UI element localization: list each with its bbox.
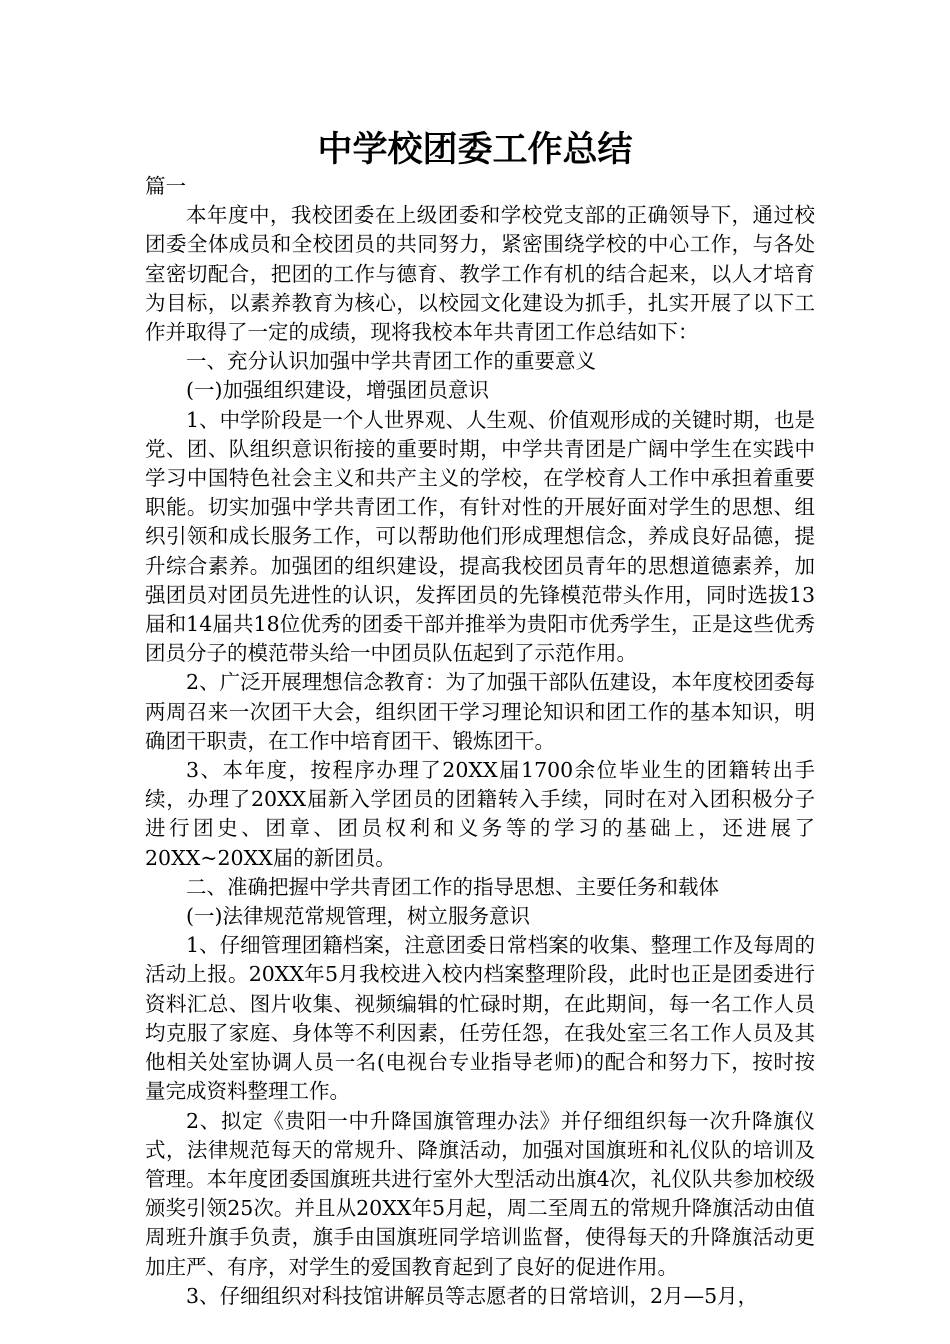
section-label: 篇一 — [145, 174, 186, 198]
subheading-organization: (一)加强组织建设，增强团员意识 — [186, 378, 489, 403]
paragraph-item-1: 1、中学阶段是一个人世界观、人生观、价值观形成的关键时期，也是党、团、队组织意识衔接的重要时期，中学共青团是广阔中学生在实践中学习中国特色社会主义和共产主义的学校，在学校育人工作中承担着重要职能。切实加强中学共青团工作，有针对性的开展好面对学生的思想、组织引领和成长服务工作，可以帮助他们形成理想信念，养成良好品德，提升综合素养。加强团的组织建设，提高我校团员青年的思想道德素养，加强团员对团员先进性的认识，发挥团员的先锋模范带头作用，同时选拔13届和14届共18位优秀的团委干部并推举为贵阳市优秀学生，正是这些优秀团员分子的模范带头给一中团员队伍起到了示范作用。 — [145, 407, 815, 666]
paragraph-flag: 2、拟定《贵阳一中升降国旗管理办法》并仔细组织每一次升降旗仪式，法律规范每天的常规升、降旗活动，加强对国旗班和礼仪队的培训及管理。本年度团委国旗班共进行室外大型活动出旗4次，礼仪队共参加校级颁奖引领25次。并且从20XX年5月起，周二至周五的常规升降旗活动由值周班升旗手负责，旗手由国旗班同学培训监督，使得每天的升降旗活动更加庄严、有序，对学生的爱国教育起到了良好的促进作用。 — [145, 1108, 815, 1279]
heading-part-two: 二、准确把握中学共青团工作的指导思想、主要任务和载体 — [186, 874, 719, 899]
document-title: 中学校团委工作总结 — [317, 130, 633, 170]
document-body — [145, 172, 815, 1311]
paragraph-item-3: 3、本年度，按程序办理了20XX届1700余位毕业生的团籍转出手续，办理了20XX届新入学团员的团籍转入手续，同时在对入团积极分子进行团史、团章、团员权利和义务等的学习的基础上，还进展了20XX~20XX届的新团员。 — [145, 758, 815, 870]
paragraph-intro: 本年度中，我校团委在上级团委和学校党支部的正确领导下，通过校团委全体成员和全校团员的共同努力，紧密围绕学校的中心工作，与各处室密切配合，把团的工作与德育、教学工作有机的结合起来，以人才培育为目标，以素养教育为核心，以校园文化建设为抓手，扎实开展了以下工作并取得了一定的成绩，现将我校本年共青团工作总结如下： — [145, 203, 815, 345]
paragraph-item-2: 2、广泛开展理想信念教育：为了加强干部队伍建设，本年度校团委每两周召来一次团干大会，组织团干学习理论知识和团工作的基本知识，明确团干职责，在工作中培育团干、锻炼团干。 — [145, 670, 815, 753]
paragraph-volunteer: 3、仔细组织对科技馆讲解员等志愿者的日常培训，2月—5月， — [186, 1283, 759, 1308]
paragraph-archive: 1、仔细管理团籍档案，注意团委日常档案的收集、整理工作及每周的活动上报。20XX年5月我校进入校内档案整理阶段，此时也正是团委进行资料汇总、图片收集、视频编辑的忙碌时期，在此期间，每一名工作人员均克服了家庭、身体等不利因素，任劳任怨，在我处室三名工作人员及其他相关处室协调人员一名(电视台专业指导老师)的配合和努力下，按时按量完成资料整理工作。 — [145, 933, 815, 1104]
heading-part-one: 一、充分认识加强中学共青团工作的重要意义 — [186, 349, 596, 374]
subheading-management: (一)法律规范常规管理，树立服务意识 — [186, 904, 530, 929]
